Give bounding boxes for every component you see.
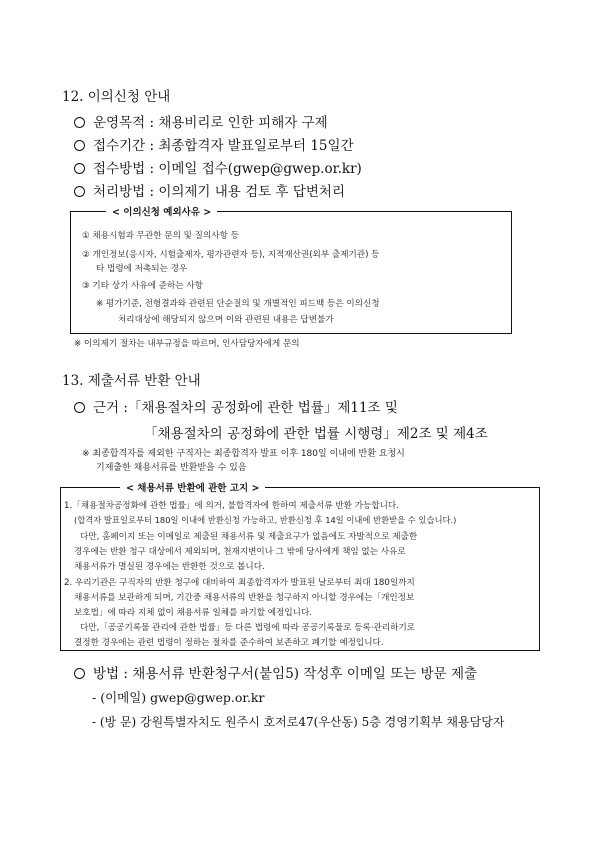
notice-line: 다만,「공공기록물 관리에 관한 법률」등 다른 법령에 따라 공공기록물로 등록·관리하기로 xyxy=(80,623,416,633)
item-label: 접수기간 xyxy=(93,138,146,154)
notice-line: 1.「채용절차공정화에 관한 법률」에 의거, 불합격자에 한하여 제출서류 반환 가능합니다. xyxy=(64,501,399,511)
exception-line: 처리대상에 해당되지 않으며 이와 관련된 내용은 답변불가 xyxy=(118,315,334,325)
exception-box-title: < 이의신청 예외사유 > xyxy=(106,204,217,218)
exception-line: ※ 평가기준, 전형결과와 관련된 단순질의 및 개별적인 피드백 등은 이의신청 xyxy=(96,299,380,309)
exception-line: ② 개인정보(응시자, 시험출제자, 평가관련자 등), 지적재산권(외부 출제기관) 등 xyxy=(82,250,380,260)
item-value: 최종합격자 발표일로부터 15일간 xyxy=(158,138,354,154)
section12-heading: 12. 이의신청 안내 xyxy=(62,89,171,105)
circle-bullet-icon xyxy=(74,140,85,151)
exception-line: ③ 기타 상기 사유에 준하는 사항 xyxy=(82,281,203,291)
exception-line: ① 채용시험과 무관한 문의 및 질의사항 등 xyxy=(82,231,239,241)
item-label: 접수방법 xyxy=(93,161,146,177)
section12-item-method: 접수방법 : 이메일 접수(gwep@gwep.or.kr) xyxy=(74,157,362,177)
basis-line-2: 「채용절차의 공정화에 관한 법률 시행령」제2조 및 제4조 xyxy=(144,426,488,442)
notice-line: 다만, 홈페이지 또는 이메일로 제출된 채용서류 및 제출요구가 없음에도 자발적으로 제출한 xyxy=(80,532,418,542)
method-text: 방법 : 채용서류 반환청구서(붙임5) 작성후 이메일 또는 방문 제출 xyxy=(93,666,478,682)
notice-line: (합격자 발표일로부터 180일 이내에 반환신청 가능하고, 반환신청 후 14일 이내에 반환받을 수 있습니다.) xyxy=(74,515,457,525)
section12-item-processing: 처리방법 : 이의제기 내용 검토 후 답변처리 xyxy=(74,180,345,200)
basis-line-1: 근거 :「채용절차의 공정화에 관한 법률」제11조 및 xyxy=(93,400,398,416)
section12-note: ※ 이의제기 절차는 내부규정을 따르며, 인사담당자에게 문의 xyxy=(74,339,300,349)
notice-line: 보호법」에 따라 지체 없이 채용서류 일체를 파기할 예정입니다. xyxy=(74,608,312,618)
section12-item-period: 접수기간 : 최종합격자 발표일로부터 15일간 xyxy=(74,134,354,154)
item-value: 이메일 접수(gwep@gwep.or.kr) xyxy=(158,161,362,177)
item-label: 처리방법 xyxy=(93,184,146,200)
item-label: 운영목적 xyxy=(93,115,146,131)
return-notice-box-title: < 채용서류 반환에 관한 고지 > xyxy=(120,480,265,494)
method-email: - (이메일) gwep@gwep.or.kr xyxy=(92,690,265,705)
basis-note-2: 기제출한 채용서류를 반환받을 수 있음 xyxy=(96,463,247,473)
section13-basis xyxy=(74,396,398,416)
exception-line: 타 법령에 저촉되는 경우 xyxy=(96,264,188,274)
section13-method xyxy=(74,662,477,682)
notice-line: 채용서류가 멸실된 경우에는 반환한 것으로 봅니다. xyxy=(74,562,265,572)
circle-bullet-icon xyxy=(74,402,85,413)
basis-note-1: ※ 최종합격자를 제외한 구직자는 최종합격자 발표 이후 180일 이내에 반환 요청시 xyxy=(82,449,405,459)
item-value: 이의제기 내용 검토 후 답변처리 xyxy=(158,184,346,200)
notice-line: 결정한 경우에는 관련 법령이 정하는 절차를 준수하여 보존하고 폐기할 예정입니다. xyxy=(74,638,384,648)
method-visit: - (방 문) 강원특별자치도 원주시 호저로47(우산동) 5층 경영기획부 채용담당자 xyxy=(92,715,505,729)
circle-bullet-icon xyxy=(74,117,85,128)
section13-heading: 13. 제출서류 반환 안내 xyxy=(62,373,201,389)
section12-item-purpose: 운영목적 : 채용비리로 인한 피해자 구제 xyxy=(74,111,328,131)
circle-bullet-icon xyxy=(74,163,85,174)
circle-bullet-icon xyxy=(74,668,85,679)
notice-line: 채용서류를 보관하게 되며, 기간중 채용서류의 반환을 청구하지 아니할 경우에는「개인정보 xyxy=(74,593,415,603)
item-value: 채용비리로 인한 피해자 구제 xyxy=(158,115,328,131)
circle-bullet-icon xyxy=(74,186,85,197)
notice-line: 경우에는 반환 청구 대상에서 제외되며, 천재지변이나 그 밖에 당사에게 책임 없는 사유로 xyxy=(74,547,406,557)
notice-line: 2. 우리기관은 구직자의 반환 청구에 대비하여 최종합격자가 발표된 날로부터 최대 180일까지 xyxy=(64,578,415,588)
